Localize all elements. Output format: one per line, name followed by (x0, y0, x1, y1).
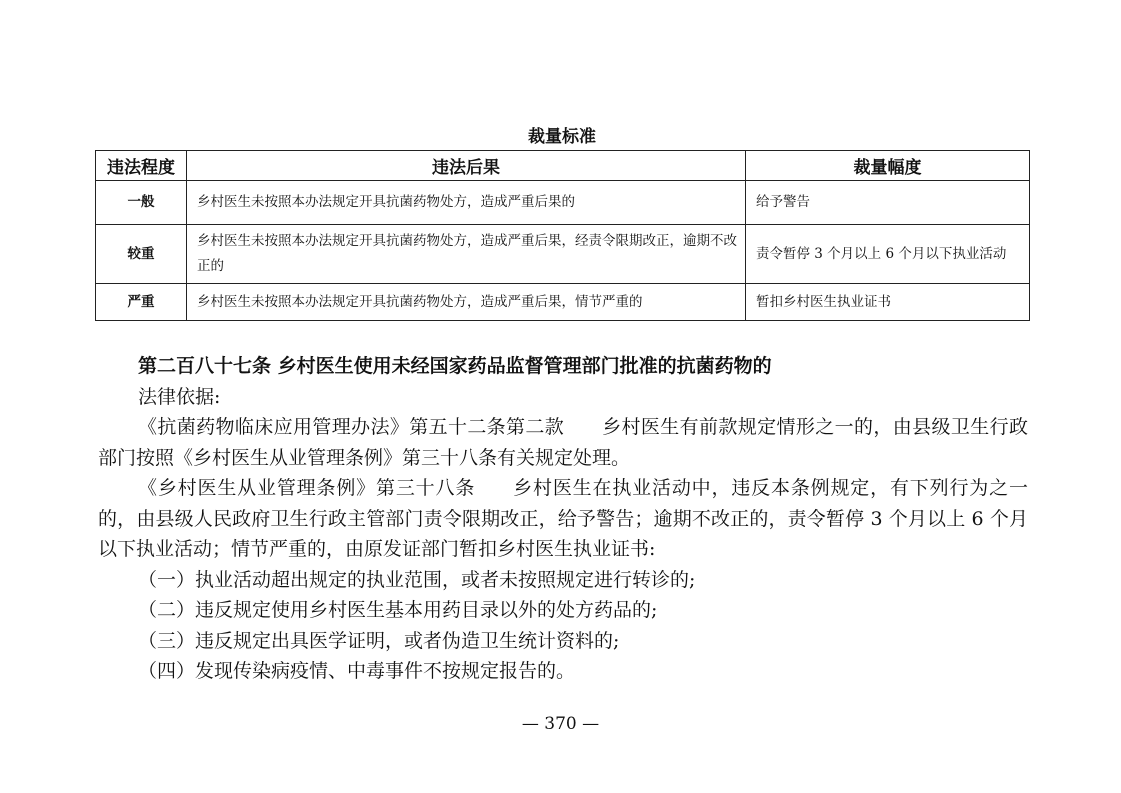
violation-consequence: 乡村医生未按照本办法规定开具抗菌药物处方，造成严重后果，经责令限期改正，逾期不改正的 (187, 225, 746, 284)
table-row (96, 181, 1030, 225)
table-caption: 裁量标准 (528, 127, 596, 147)
header-penalty-range: 裁量幅度 (746, 151, 1030, 181)
violation-level: 严重 (96, 284, 187, 321)
discretion-standard-table (95, 150, 1030, 321)
list-item: （四）发现传染病疫情、中毒事件不按规定报告的。 (138, 660, 576, 682)
table-row (96, 284, 1030, 321)
list-item: （三）违反规定出具医学证明，或者伪造卫生统计资料的; (138, 629, 620, 652)
violation-consequence: 乡村医生未按照本办法规定开具抗菌药物处方，造成严重后果的 (187, 181, 746, 225)
legal-basis-label: 法律依据: (138, 385, 221, 408)
article-title: 第二百八十七条 乡村医生使用未经国家药品监督管理部门批准的抗菌药物的 (138, 355, 772, 377)
violation-level: 一般 (96, 181, 187, 225)
violation-level: 较重 (96, 225, 187, 284)
penalty-range: 责令暂停 3 个月以上 6 个月以下执业活动 (746, 225, 1030, 284)
list-item: （二）违反规定使用乡村医生基本用药目录以外的处方药品的; (138, 599, 658, 621)
reference-text: 乡村医生在执业活动中，违反本条例规定，有下列行为之一的，由县级人民政府卫生行政主管部门责令限期改正，给予警告；逾期不改正的，责令暂停 3 个月以上 6 个月以下执业活动；情节严重的，由原发证部门暂扣乡村医生执业证书: (98, 477, 1028, 560)
table-row (96, 225, 1030, 284)
legal-reference (98, 473, 1028, 565)
article-body (98, 351, 1028, 687)
page-number: — 370 — (521, 714, 600, 734)
penalty-range: 给予警告 (746, 181, 1030, 225)
legal-reference (98, 412, 1028, 473)
violation-consequence: 乡村医生未按照本办法规定开具抗菌药物处方，造成严重后果，情节严重的 (187, 284, 746, 321)
header-violation-degree: 违法程度 (96, 151, 187, 181)
list-item: （一）执业活动超出规定的执业范围，或者未按照规定进行转诊的; (138, 568, 696, 591)
table-header-row (96, 151, 1030, 181)
header-violation-consequence: 违法后果 (187, 151, 746, 181)
reference-source: 《乡村医生从业管理条例》第三十八条 (138, 477, 476, 499)
reference-text: 乡村医生有前款规定情形之一的，由县级卫生行政部门按照《乡村医生从业管理条例》第三十八条有关规定处理。 (98, 416, 1028, 469)
penalty-range: 暂扣乡村医生执业证书 (746, 284, 1030, 321)
reference-source: 《抗菌药物临床应用管理办法》第五十二条第二款 (138, 416, 565, 438)
